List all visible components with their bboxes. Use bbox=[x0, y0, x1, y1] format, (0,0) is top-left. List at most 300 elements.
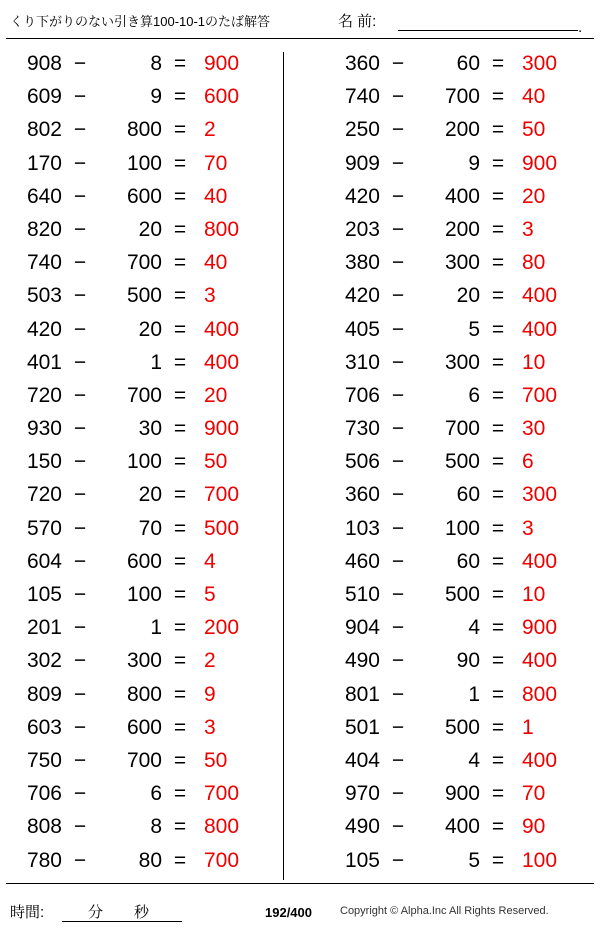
answer-value: 40 bbox=[522, 85, 546, 109]
operand-first: 604 bbox=[26, 549, 62, 573]
name-suffix: . bbox=[578, 19, 583, 36]
problem-row bbox=[4, 218, 300, 251]
operand-first: 150 bbox=[26, 450, 62, 474]
answer-value: 300 bbox=[522, 52, 558, 75]
time-input-line[interactable] bbox=[62, 921, 182, 922]
answer-value: 9 bbox=[204, 682, 216, 706]
minus-sign-icon: − bbox=[391, 616, 405, 640]
equals-sign-icon: = bbox=[173, 583, 187, 606]
answer-value: 900 bbox=[522, 151, 558, 175]
operand-second: 4 bbox=[468, 748, 480, 772]
minus-sign-icon: − bbox=[391, 549, 405, 573]
answer-value: 70 bbox=[522, 782, 546, 806]
name-label: 名 前: bbox=[338, 13, 377, 30]
operand-second: 20 bbox=[138, 217, 162, 241]
answer-value: 5 bbox=[204, 583, 216, 606]
problem-row bbox=[4, 185, 300, 218]
equals-sign-icon: = bbox=[173, 450, 187, 474]
operand-first: 706 bbox=[344, 383, 380, 407]
equals-sign-icon: = bbox=[491, 748, 505, 772]
operand-second: 200 bbox=[444, 118, 480, 142]
problem-row bbox=[322, 85, 600, 118]
problem-row bbox=[4, 152, 300, 185]
answer-value: 800 bbox=[204, 815, 240, 839]
answer-value: 70 bbox=[204, 151, 228, 175]
operand-second: 700 bbox=[444, 85, 480, 109]
operand-first: 570 bbox=[26, 516, 62, 540]
minus-sign-icon: − bbox=[391, 417, 405, 441]
operand-first: 501 bbox=[344, 715, 380, 739]
operand-first: 740 bbox=[26, 251, 62, 275]
equals-sign-icon: = bbox=[173, 483, 187, 507]
minus-sign-icon: − bbox=[73, 516, 87, 540]
minus-sign-icon: − bbox=[391, 782, 405, 806]
problem-row bbox=[322, 716, 600, 749]
minus-sign-icon: − bbox=[73, 616, 87, 640]
equals-sign-icon: = bbox=[173, 616, 187, 640]
operand-second: 900 bbox=[444, 782, 480, 806]
answer-value: 800 bbox=[204, 217, 240, 241]
minus-sign-icon: − bbox=[73, 848, 87, 872]
equals-sign-icon: = bbox=[491, 417, 505, 441]
operand-second: 100 bbox=[126, 151, 162, 175]
operand-first: 405 bbox=[344, 317, 380, 341]
operand-first: 302 bbox=[26, 649, 62, 673]
minus-sign-icon: − bbox=[391, 682, 405, 706]
equals-sign-icon: = bbox=[173, 184, 187, 208]
answer-value: 2 bbox=[204, 649, 216, 673]
operand-first: 203 bbox=[344, 217, 380, 241]
operand-second: 20 bbox=[456, 284, 480, 308]
operand-first: 820 bbox=[26, 217, 62, 241]
answer-value: 300 bbox=[522, 483, 558, 507]
operand-second: 500 bbox=[444, 715, 480, 739]
operand-second: 500 bbox=[444, 583, 480, 606]
problem-area bbox=[0, 47, 600, 882]
equals-sign-icon: = bbox=[491, 682, 505, 706]
answer-value: 20 bbox=[522, 184, 546, 208]
operand-second: 700 bbox=[444, 417, 480, 441]
minus-sign-icon: − bbox=[73, 549, 87, 573]
problem-row bbox=[322, 152, 600, 185]
operand-first: 808 bbox=[26, 815, 62, 839]
minus-sign-icon: − bbox=[391, 583, 405, 606]
problem-row bbox=[4, 85, 300, 118]
answer-value: 400 bbox=[522, 317, 558, 341]
operand-first: 490 bbox=[344, 815, 380, 839]
problem-row bbox=[4, 351, 300, 384]
equals-sign-icon: = bbox=[173, 549, 187, 573]
answer-value: 10 bbox=[522, 583, 546, 606]
minus-sign-icon: − bbox=[73, 815, 87, 839]
answer-value: 500 bbox=[204, 516, 240, 540]
equals-sign-icon: = bbox=[173, 848, 187, 872]
minus-sign-icon: − bbox=[391, 350, 405, 374]
operand-first: 105 bbox=[26, 583, 62, 606]
minus-sign-icon: − bbox=[73, 782, 87, 806]
operand-first: 909 bbox=[344, 151, 380, 175]
answer-value: 10 bbox=[522, 350, 546, 374]
operand-second: 300 bbox=[126, 649, 162, 673]
operand-second: 600 bbox=[126, 715, 162, 739]
operand-first: 970 bbox=[344, 782, 380, 806]
minus-sign-icon: − bbox=[391, 251, 405, 275]
equals-sign-icon: = bbox=[173, 516, 187, 540]
operand-first: 460 bbox=[344, 549, 380, 573]
minus-sign-icon: − bbox=[73, 483, 87, 507]
copyright-notice: Copyright © Alpha.Inc All Rights Reserved. bbox=[340, 905, 549, 917]
operand-second: 500 bbox=[444, 450, 480, 474]
operand-second: 800 bbox=[126, 682, 162, 706]
problem-row bbox=[322, 384, 600, 417]
operand-second: 9 bbox=[468, 151, 480, 175]
answer-value: 50 bbox=[204, 450, 228, 474]
seconds-unit-label: 秒 bbox=[134, 904, 150, 921]
answer-value: 600 bbox=[204, 85, 240, 109]
operand-first: 380 bbox=[344, 251, 380, 275]
operand-first: 750 bbox=[26, 748, 62, 772]
minus-sign-icon: − bbox=[391, 450, 405, 474]
problem-row bbox=[322, 483, 600, 516]
equals-sign-icon: = bbox=[491, 184, 505, 208]
operand-second: 300 bbox=[444, 350, 480, 374]
minus-sign-icon: − bbox=[391, 715, 405, 739]
operand-first: 404 bbox=[344, 748, 380, 772]
equals-sign-icon: = bbox=[173, 284, 187, 308]
problem-row bbox=[4, 749, 300, 782]
answer-value: 400 bbox=[204, 350, 240, 374]
answer-value: 400 bbox=[204, 317, 240, 341]
name-input-line[interactable] bbox=[398, 30, 578, 31]
operand-second: 8 bbox=[150, 815, 162, 839]
minus-sign-icon: − bbox=[73, 151, 87, 175]
operand-first: 105 bbox=[344, 848, 380, 872]
problem-row bbox=[322, 649, 600, 682]
operand-second: 1 bbox=[150, 616, 162, 640]
equals-sign-icon: = bbox=[173, 715, 187, 739]
minus-sign-icon: − bbox=[73, 184, 87, 208]
answer-value: 1 bbox=[522, 715, 534, 739]
problem-row bbox=[322, 450, 600, 483]
equals-sign-icon: = bbox=[173, 748, 187, 772]
minus-sign-icon: − bbox=[391, 118, 405, 142]
operand-first: 706 bbox=[26, 782, 62, 806]
equals-sign-icon: = bbox=[491, 649, 505, 673]
problem-row bbox=[4, 118, 300, 151]
operand-second: 60 bbox=[456, 549, 480, 573]
problem-row bbox=[4, 683, 300, 716]
answer-value: 900 bbox=[204, 52, 240, 75]
answer-value: 400 bbox=[522, 549, 558, 573]
equals-sign-icon: = bbox=[173, 317, 187, 341]
operand-second: 1 bbox=[468, 682, 480, 706]
operand-second: 600 bbox=[126, 549, 162, 573]
operand-second: 100 bbox=[126, 450, 162, 474]
problem-row bbox=[322, 251, 600, 284]
problem-row bbox=[322, 782, 600, 815]
problem-row bbox=[4, 284, 300, 317]
operand-first: 360 bbox=[344, 483, 380, 507]
answer-value: 50 bbox=[522, 118, 546, 142]
operand-second: 700 bbox=[126, 251, 162, 275]
equals-sign-icon: = bbox=[173, 682, 187, 706]
minus-sign-icon: − bbox=[391, 284, 405, 308]
problem-row bbox=[4, 318, 300, 351]
equals-sign-icon: = bbox=[173, 649, 187, 673]
answer-value: 400 bbox=[522, 649, 558, 673]
operand-second: 20 bbox=[138, 483, 162, 507]
problem-row bbox=[4, 517, 300, 550]
problem-row bbox=[322, 749, 600, 782]
answer-value: 3 bbox=[204, 284, 216, 308]
operand-first: 401 bbox=[26, 350, 62, 374]
answer-value: 3 bbox=[522, 516, 534, 540]
problem-column-right bbox=[300, 47, 600, 882]
operand-first: 360 bbox=[344, 52, 380, 75]
equals-sign-icon: = bbox=[491, 616, 505, 640]
minus-sign-icon: − bbox=[391, 52, 405, 75]
equals-sign-icon: = bbox=[491, 284, 505, 308]
equals-sign-icon: = bbox=[491, 151, 505, 175]
answer-value: 400 bbox=[522, 284, 558, 308]
operand-first: 103 bbox=[344, 516, 380, 540]
problem-row bbox=[322, 517, 600, 550]
problem-row bbox=[4, 815, 300, 848]
minus-sign-icon: − bbox=[73, 417, 87, 441]
operand-first: 802 bbox=[26, 118, 62, 142]
equals-sign-icon: = bbox=[173, 251, 187, 275]
problem-row bbox=[322, 185, 600, 218]
operand-second: 90 bbox=[456, 649, 480, 673]
equals-sign-icon: = bbox=[491, 815, 505, 839]
problem-row bbox=[4, 649, 300, 682]
minus-sign-icon: − bbox=[391, 85, 405, 109]
minus-sign-icon: − bbox=[73, 748, 87, 772]
problem-row bbox=[322, 284, 600, 317]
minus-sign-icon: − bbox=[391, 151, 405, 175]
equals-sign-icon: = bbox=[173, 118, 187, 142]
problem-row bbox=[4, 583, 300, 616]
answer-value: 50 bbox=[204, 748, 228, 772]
problem-row bbox=[322, 683, 600, 716]
answer-value: 2 bbox=[204, 118, 216, 142]
footer-divider bbox=[6, 883, 594, 884]
operand-first: 609 bbox=[26, 85, 62, 109]
minus-sign-icon: − bbox=[73, 118, 87, 142]
equals-sign-icon: = bbox=[491, 715, 505, 739]
operand-second: 600 bbox=[126, 184, 162, 208]
equals-sign-icon: = bbox=[173, 52, 187, 75]
minus-sign-icon: − bbox=[391, 383, 405, 407]
operand-second: 5 bbox=[468, 317, 480, 341]
equals-sign-icon: = bbox=[173, 350, 187, 374]
page-header bbox=[0, 8, 600, 38]
problem-row bbox=[322, 52, 600, 85]
answer-value: 700 bbox=[522, 383, 558, 407]
equals-sign-icon: = bbox=[491, 516, 505, 540]
equals-sign-icon: = bbox=[491, 85, 505, 109]
equals-sign-icon: = bbox=[491, 118, 505, 142]
answer-value: 700 bbox=[204, 483, 240, 507]
equals-sign-icon: = bbox=[491, 549, 505, 573]
operand-second: 4 bbox=[468, 616, 480, 640]
operand-first: 490 bbox=[344, 649, 380, 673]
minus-sign-icon: − bbox=[73, 383, 87, 407]
problem-row bbox=[4, 450, 300, 483]
equals-sign-icon: = bbox=[491, 450, 505, 474]
page-footer bbox=[0, 883, 600, 935]
problem-row bbox=[322, 815, 600, 848]
equals-sign-icon: = bbox=[491, 848, 505, 872]
minus-sign-icon: − bbox=[391, 748, 405, 772]
answer-value: 700 bbox=[204, 848, 240, 872]
equals-sign-icon: = bbox=[173, 217, 187, 241]
minus-sign-icon: − bbox=[73, 251, 87, 275]
equals-sign-icon: = bbox=[173, 417, 187, 441]
operand-second: 400 bbox=[444, 184, 480, 208]
minus-sign-icon: − bbox=[73, 450, 87, 474]
operand-first: 603 bbox=[26, 715, 62, 739]
equals-sign-icon: = bbox=[491, 483, 505, 507]
minus-sign-icon: − bbox=[73, 217, 87, 241]
operand-second: 100 bbox=[126, 583, 162, 606]
equals-sign-icon: = bbox=[491, 782, 505, 806]
answer-value: 900 bbox=[522, 616, 558, 640]
operand-second: 70 bbox=[138, 516, 162, 540]
operand-second: 500 bbox=[126, 284, 162, 308]
page-number: 192/400 bbox=[265, 905, 312, 920]
minus-sign-icon: − bbox=[391, 317, 405, 341]
minus-sign-icon: − bbox=[391, 516, 405, 540]
minus-sign-icon: − bbox=[73, 52, 87, 75]
operand-second: 8 bbox=[150, 52, 162, 75]
problem-row bbox=[4, 616, 300, 649]
problem-row bbox=[4, 384, 300, 417]
minus-sign-icon: − bbox=[391, 848, 405, 872]
operand-first: 250 bbox=[344, 118, 380, 142]
minus-sign-icon: − bbox=[391, 815, 405, 839]
operand-first: 740 bbox=[344, 85, 380, 109]
problem-row bbox=[322, 218, 600, 251]
equals-sign-icon: = bbox=[173, 782, 187, 806]
operand-second: 30 bbox=[138, 417, 162, 441]
answer-value: 4 bbox=[204, 549, 216, 573]
equals-sign-icon: = bbox=[491, 350, 505, 374]
operand-second: 100 bbox=[444, 516, 480, 540]
operand-first: 420 bbox=[344, 184, 380, 208]
problem-row bbox=[4, 550, 300, 583]
problem-column-left bbox=[0, 47, 300, 882]
operand-first: 640 bbox=[26, 184, 62, 208]
equals-sign-icon: = bbox=[491, 52, 505, 75]
operand-second: 300 bbox=[444, 251, 480, 275]
answer-value: 3 bbox=[204, 715, 216, 739]
minus-sign-icon: − bbox=[73, 649, 87, 673]
answer-value: 700 bbox=[204, 782, 240, 806]
answer-value: 800 bbox=[522, 682, 558, 706]
minutes-unit-label: 分 bbox=[88, 904, 104, 921]
minus-sign-icon: − bbox=[73, 583, 87, 606]
operand-second: 400 bbox=[444, 815, 480, 839]
problem-row bbox=[322, 417, 600, 450]
operand-first: 780 bbox=[26, 848, 62, 872]
operand-first: 503 bbox=[26, 284, 62, 308]
operand-first: 720 bbox=[26, 483, 62, 507]
minus-sign-icon: − bbox=[391, 483, 405, 507]
operand-second: 6 bbox=[468, 383, 480, 407]
minus-sign-icon: − bbox=[73, 284, 87, 308]
operand-first: 201 bbox=[26, 616, 62, 640]
operand-second: 80 bbox=[138, 848, 162, 872]
operand-second: 5 bbox=[468, 848, 480, 872]
problem-row bbox=[322, 583, 600, 616]
equals-sign-icon: = bbox=[491, 317, 505, 341]
operand-first: 720 bbox=[26, 383, 62, 407]
minus-sign-icon: − bbox=[73, 350, 87, 374]
answer-value: 200 bbox=[204, 616, 240, 640]
minus-sign-icon: − bbox=[391, 217, 405, 241]
operand-first: 420 bbox=[344, 284, 380, 308]
problem-row bbox=[4, 483, 300, 516]
minus-sign-icon: − bbox=[73, 715, 87, 739]
equals-sign-icon: = bbox=[491, 217, 505, 241]
problem-row bbox=[4, 716, 300, 749]
equals-sign-icon: = bbox=[173, 151, 187, 175]
problem-row bbox=[322, 118, 600, 151]
equals-sign-icon: = bbox=[491, 583, 505, 606]
minus-sign-icon: − bbox=[73, 85, 87, 109]
equals-sign-icon: = bbox=[491, 251, 505, 275]
problem-row bbox=[4, 417, 300, 450]
problem-row bbox=[4, 782, 300, 815]
operand-first: 908 bbox=[26, 52, 62, 75]
answer-value: 90 bbox=[522, 815, 546, 839]
operand-first: 510 bbox=[344, 583, 380, 606]
operand-first: 930 bbox=[26, 417, 62, 441]
operand-second: 60 bbox=[456, 483, 480, 507]
operand-second: 6 bbox=[150, 782, 162, 806]
operand-second: 1 bbox=[150, 350, 162, 374]
operand-first: 170 bbox=[26, 151, 62, 175]
operand-second: 700 bbox=[126, 748, 162, 772]
problem-row bbox=[322, 616, 600, 649]
answer-value: 3 bbox=[522, 217, 534, 241]
answer-value: 20 bbox=[204, 383, 228, 407]
operand-first: 730 bbox=[344, 417, 380, 441]
equals-sign-icon: = bbox=[173, 85, 187, 109]
operand-first: 809 bbox=[26, 682, 62, 706]
problem-row bbox=[4, 849, 300, 882]
equals-sign-icon: = bbox=[173, 383, 187, 407]
operand-first: 420 bbox=[26, 317, 62, 341]
answer-value: 100 bbox=[522, 848, 558, 872]
minus-sign-icon: − bbox=[391, 649, 405, 673]
operand-second: 200 bbox=[444, 217, 480, 241]
operand-first: 310 bbox=[344, 350, 380, 374]
answer-value: 6 bbox=[522, 450, 534, 474]
problem-row bbox=[322, 849, 600, 882]
operand-second: 20 bbox=[138, 317, 162, 341]
answer-value: 900 bbox=[204, 417, 240, 441]
problem-row bbox=[322, 351, 600, 384]
minus-sign-icon: − bbox=[73, 682, 87, 706]
page-title: くり下がりのない引き算100-10-1のたば解答 bbox=[10, 14, 271, 29]
equals-sign-icon: = bbox=[491, 383, 505, 407]
time-label: 時間: bbox=[10, 904, 45, 921]
answer-value: 40 bbox=[204, 251, 228, 275]
problem-row bbox=[4, 251, 300, 284]
minus-sign-icon: − bbox=[73, 317, 87, 341]
